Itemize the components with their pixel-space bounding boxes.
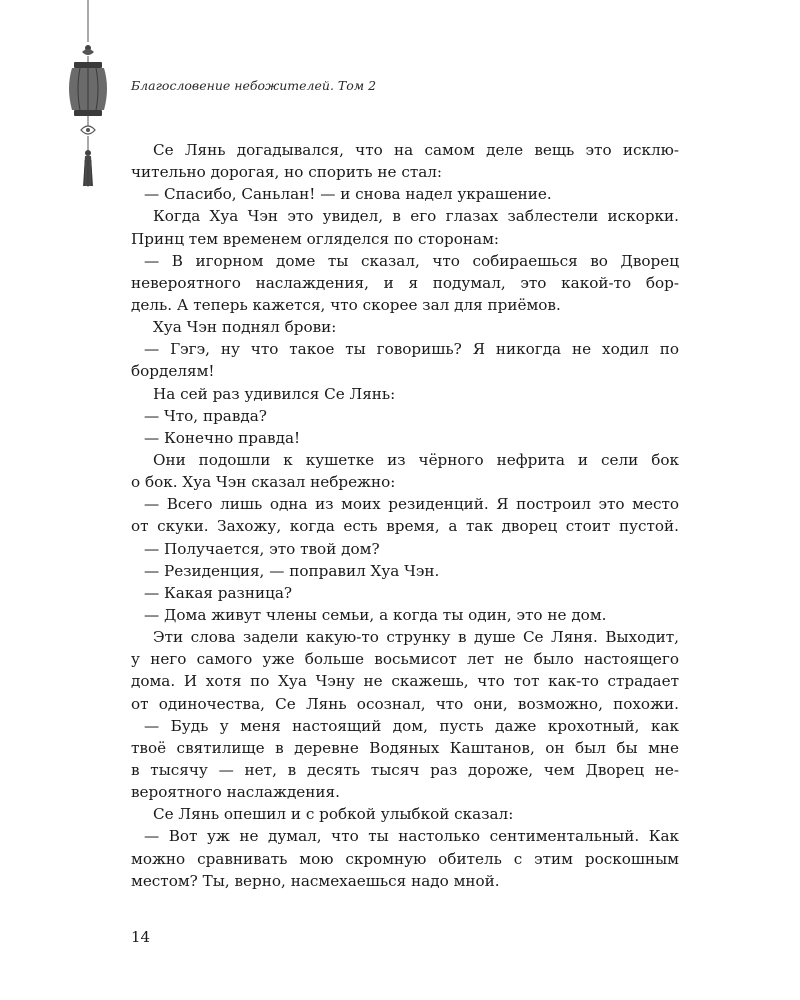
- text-line: можно сравнивать мою скромную обитель с этим роскошным: [131, 849, 679, 868]
- text-line: дома. И хотя по Хуа Чэну не скажешь, что тот как-то страдает: [131, 672, 679, 691]
- text-line: чительно дорогая, но спорить не стал:: [131, 163, 443, 182]
- lantern-icon: [60, 0, 116, 192]
- text-line: невероятного наслаждения, и я подумал, это какой-то бор-: [131, 273, 679, 292]
- text-line: Они подошли к кушетке из чёрного нефрита и сели бок: [153, 450, 679, 469]
- text-line: — Спасибо, Саньлан! — и снова надел украшение.: [144, 185, 552, 204]
- text-line: Когда Хуа Чэн это увидел, в его глазах заблестели искорки.: [153, 207, 679, 226]
- text-line: вероятного наслаждения.: [131, 783, 340, 802]
- text-line: Принц тем временем огляделся по сторонам:: [131, 229, 500, 248]
- text-line: в тысячу — нет, в десять тысяч раз дороже, чем Дворец не-: [131, 760, 679, 779]
- text-line: — Получается, это твой дом?: [144, 539, 380, 558]
- text-line: — Конечно правда!: [144, 428, 301, 447]
- text-line: Эти слова задели какую-то струнку в душе Се Ляня. Выходит,: [153, 628, 679, 647]
- text-line: Се Лянь опешил и с робкой улыбкой сказал:: [153, 805, 514, 824]
- text-line: — Какая разница?: [144, 583, 293, 602]
- text-line: — Дома живут члены семьи, а когда ты один, это не дом.: [144, 605, 607, 624]
- text-line: — Будь у меня настоящий дом, пусть даже крохотный, как: [144, 716, 679, 735]
- text-line: — Гэгэ, ну что такое ты говоришь? Я никогда не ходил по: [144, 340, 679, 359]
- text-line: о бок. Хуа Чэн сказал небрежно:: [131, 473, 396, 492]
- text-line: — Всего лишь одна из моих резиденций. Я построил это место: [144, 495, 679, 514]
- page-number: 14: [131, 928, 151, 946]
- text-line: от скуки. Захожу, когда есть время, а так дворец стоит пустой.: [131, 517, 679, 536]
- text-line: местом? Ты, верно, насмехаешься надо мной.: [131, 871, 500, 890]
- text-line: у него самого уже больше восьмисот лет не было настоящего: [131, 650, 679, 669]
- text-line: от одиночества, Се Лянь осознал, что они, возможно, похожи.: [131, 694, 679, 713]
- text-line: Хуа Чэн поднял брови:: [153, 318, 337, 337]
- text-line: — Вот уж не думал, что ты настолько сентиментальный. Как: [144, 827, 679, 846]
- body-text: [131, 139, 679, 892]
- text-line: — Резиденция, — поправил Хуа Чэн.: [144, 561, 440, 580]
- running-header-title: Благословение небожителей. Том 2: [131, 78, 377, 93]
- text-line: Се Лянь догадывался, что на самом деле вещь это исклю-: [153, 141, 679, 159]
- text-line: дель. А теперь кажется, что скорее зал для приёмов.: [131, 295, 561, 314]
- text-line: твоё святилище в деревне Водяных Каштанов, он был бы мне: [131, 738, 679, 757]
- text-line: — В игорном доме ты сказал, что собираешься во Дворец: [144, 251, 679, 270]
- text-line: — Что, правда?: [144, 406, 267, 425]
- text-line: На сей раз удивился Се Лянь:: [153, 384, 396, 403]
- text-line: борделям!: [131, 362, 215, 381]
